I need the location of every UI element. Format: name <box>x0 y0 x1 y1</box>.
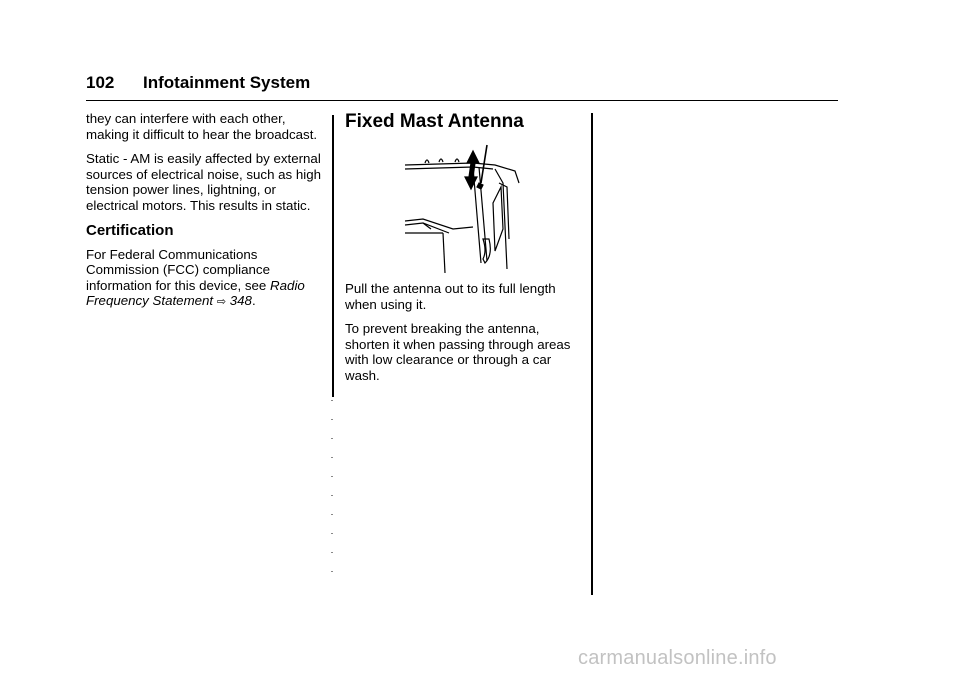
antenna-illustration-icon <box>403 143 523 273</box>
ref-period: . <box>251 293 256 308</box>
page-header <box>86 73 838 101</box>
section-heading: Fixed Mast Antenna <box>345 111 524 132</box>
radio-frequency-statement-link[interactable]: Radio Frequency Statement <box>86 277 305 308</box>
column-divider-right <box>591 113 593 595</box>
page-ref-number[interactable]: 348 <box>229 293 252 308</box>
fcc-text: For Federal Communications Commission (FCC) compliance information for this device, see <box>86 246 270 293</box>
shorten-antenna-paragraph: To prevent breaking the antenna, shorten it when passing through areas with low clearance or through a car wash. <box>345 321 571 383</box>
column-divider-dotted <box>331 400 333 590</box>
static-paragraph: Static - AM is easily affected by external sources of electrical noise, such as high tension power lines, lightning, or electrical motors. This results in static. <box>86 151 322 213</box>
certification-heading: Certification <box>86 222 174 239</box>
page-ref-arrow-icon: ⇨ <box>216 296 227 308</box>
continued-paragraph: they can interfere with each other, making it difficult to hear the broadcast. <box>86 111 318 142</box>
fcc-paragraph <box>86 247 326 311</box>
chapter-title: Infotainment System <box>143 73 311 92</box>
pull-antenna-paragraph: Pull the antenna out to its full length when using it. <box>345 281 556 312</box>
column-divider-left <box>332 115 334 397</box>
page-number: 102 <box>86 73 115 92</box>
middle-column <box>345 111 585 392</box>
left-column <box>86 111 326 311</box>
watermark: carmanualsonline.info <box>578 647 777 669</box>
